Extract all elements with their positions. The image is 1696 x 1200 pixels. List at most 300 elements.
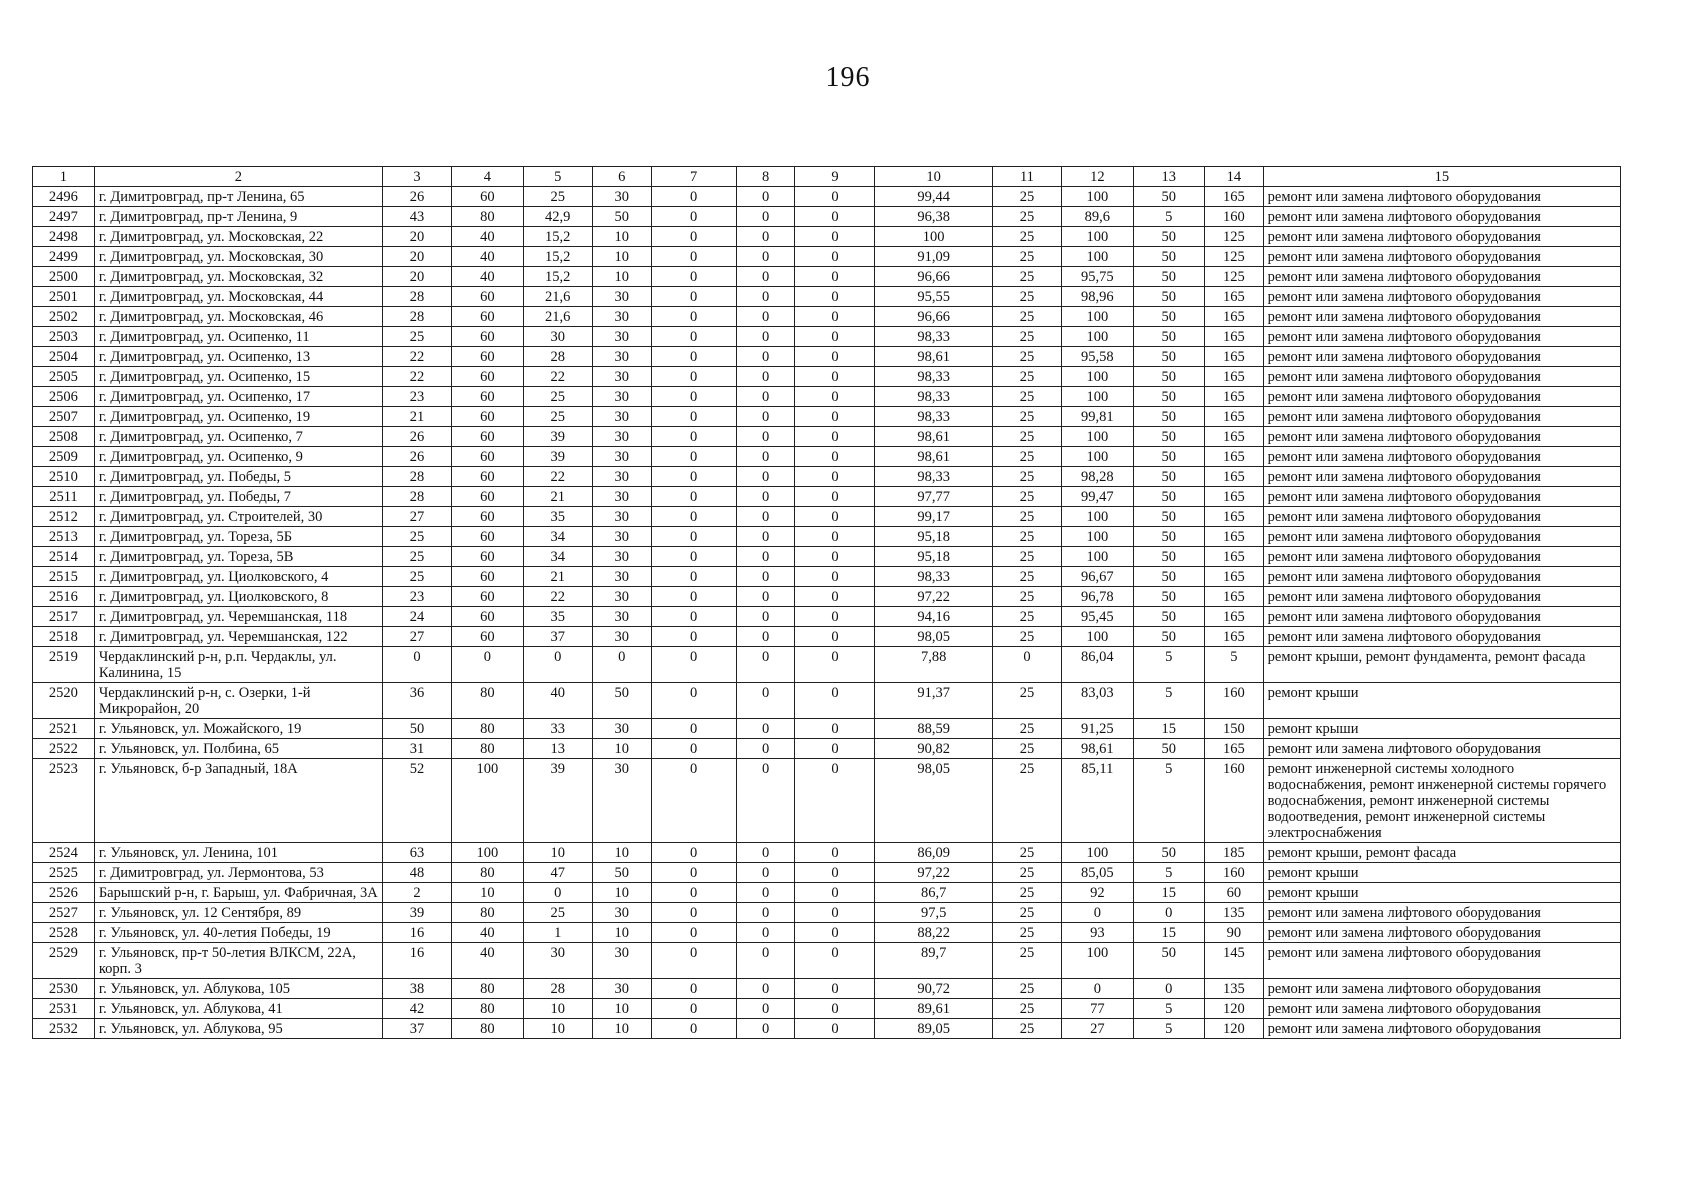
value-cell: 0 (651, 227, 736, 247)
value-cell: 0 (736, 627, 795, 647)
value-cell: 100 (1062, 227, 1133, 247)
address-cell: г. Димитровград, ул. Циолковского, 8 (94, 587, 382, 607)
value-cell: 25 (992, 487, 1061, 507)
value-cell: 98,28 (1062, 467, 1133, 487)
value-cell: 80 (452, 903, 523, 923)
value-cell: 100 (1062, 247, 1133, 267)
table-row (33, 247, 1621, 267)
value-cell: 25 (992, 387, 1061, 407)
value-cell: 60 (452, 347, 523, 367)
value-cell: 21,6 (523, 307, 592, 327)
value-cell: 35 (523, 607, 592, 627)
value-cell: 0 (736, 739, 795, 759)
value-cell: 28 (382, 487, 451, 507)
row-number-cell: 2525 (33, 863, 95, 883)
value-cell: 25 (992, 467, 1061, 487)
value-cell: 0 (795, 307, 875, 327)
value-cell: 0 (651, 607, 736, 627)
value-cell: 5 (1133, 647, 1204, 683)
value-cell: 21 (523, 567, 592, 587)
address-cell: Барышский р-н, г. Барыш, ул. Фабричная, 3А (94, 883, 382, 903)
value-cell: 25 (992, 547, 1061, 567)
value-cell: 24 (382, 607, 451, 627)
value-cell: 25 (523, 903, 592, 923)
address-cell: г. Димитровград, ул. Победы, 5 (94, 467, 382, 487)
value-cell: 165 (1205, 407, 1264, 427)
value-cell: 0 (795, 547, 875, 567)
value-cell: 99,47 (1062, 487, 1133, 507)
value-cell: 0 (651, 207, 736, 227)
table-row (33, 527, 1621, 547)
value-cell: 20 (382, 227, 451, 247)
value-cell: 0 (736, 307, 795, 327)
value-cell: 83,03 (1062, 683, 1133, 719)
address-cell: г. Димитровград, ул. Московская, 32 (94, 267, 382, 287)
table-row (33, 739, 1621, 759)
value-cell: 25 (992, 187, 1061, 207)
value-cell: 98,33 (875, 367, 992, 387)
table-row (33, 347, 1621, 367)
address-cell: г. Ульяновск, б-р Западный, 18А (94, 759, 382, 843)
address-cell: г. Ульяновск, ул. Аблукова, 41 (94, 999, 382, 1019)
value-cell: 100 (875, 227, 992, 247)
value-cell: 50 (1133, 487, 1204, 507)
value-cell: 0 (736, 247, 795, 267)
value-cell: 100 (1062, 447, 1133, 467)
value-cell: 0 (795, 247, 875, 267)
value-cell: 0 (736, 943, 795, 979)
value-cell: 0 (651, 1019, 736, 1039)
value-cell: 0 (651, 307, 736, 327)
value-cell: 0 (736, 647, 795, 683)
value-cell: 85,05 (1062, 863, 1133, 883)
value-cell: 39 (523, 447, 592, 467)
value-cell: 100 (452, 759, 523, 843)
value-cell: 90,72 (875, 979, 992, 999)
value-cell: 165 (1205, 487, 1264, 507)
row-number-cell: 2519 (33, 647, 95, 683)
value-cell: 25 (992, 759, 1061, 843)
value-cell: 10 (523, 999, 592, 1019)
value-cell: 0 (736, 447, 795, 467)
work-type-cell: ремонт или замена лифтового оборудования (1263, 327, 1620, 347)
value-cell: 60 (452, 327, 523, 347)
table-row (33, 999, 1621, 1019)
value-cell: 86,7 (875, 883, 992, 903)
value-cell: 31 (382, 739, 451, 759)
value-cell: 96,38 (875, 207, 992, 227)
value-cell: 25 (992, 287, 1061, 307)
value-cell: 50 (1133, 367, 1204, 387)
value-cell: 160 (1205, 207, 1264, 227)
address-cell: г. Ульяновск, ул. 40-летия Победы, 19 (94, 923, 382, 943)
value-cell: 30 (592, 187, 651, 207)
value-cell: 0 (736, 267, 795, 287)
value-cell: 100 (1062, 387, 1133, 407)
value-cell: 28 (382, 307, 451, 327)
value-cell: 100 (1062, 307, 1133, 327)
value-cell: 25 (992, 1019, 1061, 1039)
value-cell: 120 (1205, 999, 1264, 1019)
value-cell: 94,16 (875, 607, 992, 627)
table-row (33, 327, 1621, 347)
value-cell: 30 (592, 347, 651, 367)
value-cell: 25 (992, 587, 1061, 607)
value-cell: 60 (452, 527, 523, 547)
value-cell: 30 (592, 427, 651, 447)
address-cell: г. Димитровград, ул. Осипенко, 9 (94, 447, 382, 467)
value-cell: 10 (592, 247, 651, 267)
value-cell: 25 (992, 883, 1061, 903)
work-type-cell: ремонт или замена лифтового оборудования (1263, 507, 1620, 527)
value-cell: 165 (1205, 287, 1264, 307)
value-cell: 0 (651, 683, 736, 719)
value-cell: 0 (651, 943, 736, 979)
table-row (33, 507, 1621, 527)
value-cell: 95,18 (875, 527, 992, 547)
address-cell: г. Ульяновск, ул. Ленина, 101 (94, 843, 382, 863)
value-cell: 98,61 (875, 447, 992, 467)
value-cell: 0 (795, 759, 875, 843)
value-cell: 99,44 (875, 187, 992, 207)
table-row (33, 843, 1621, 863)
row-number-cell: 2522 (33, 739, 95, 759)
value-cell: 50 (1133, 447, 1204, 467)
work-type-cell: ремонт или замена лифтового оборудования (1263, 267, 1620, 287)
value-cell: 0 (651, 407, 736, 427)
value-cell: 25 (992, 327, 1061, 347)
value-cell: 98,33 (875, 467, 992, 487)
value-cell: 50 (1133, 507, 1204, 527)
value-cell: 0 (736, 427, 795, 447)
value-cell: 0 (795, 327, 875, 347)
value-cell: 60 (452, 487, 523, 507)
value-cell: 25 (992, 943, 1061, 979)
value-cell: 0 (795, 187, 875, 207)
value-cell: 50 (1133, 547, 1204, 567)
value-cell: 40 (452, 267, 523, 287)
row-number-cell: 2513 (33, 527, 95, 547)
value-cell: 25 (992, 307, 1061, 327)
value-cell: 25 (992, 247, 1061, 267)
value-cell: 30 (592, 407, 651, 427)
value-cell: 0 (736, 347, 795, 367)
value-cell: 0 (795, 863, 875, 883)
value-cell: 25 (992, 527, 1061, 547)
value-cell: 10 (592, 227, 651, 247)
table-row (33, 683, 1621, 719)
column-header: 7 (651, 167, 736, 187)
value-cell: 30 (592, 327, 651, 347)
value-cell: 98,05 (875, 759, 992, 843)
value-cell: 16 (382, 923, 451, 943)
table-row (33, 1019, 1621, 1039)
value-cell: 39 (523, 759, 592, 843)
value-cell: 30 (523, 327, 592, 347)
value-cell: 165 (1205, 467, 1264, 487)
value-cell: 0 (736, 607, 795, 627)
address-cell: г. Димитровград, ул. Осипенко, 13 (94, 347, 382, 367)
value-cell: 50 (1133, 347, 1204, 367)
value-cell: 0 (795, 387, 875, 407)
value-cell: 0 (736, 999, 795, 1019)
value-cell: 50 (1133, 943, 1204, 979)
value-cell: 80 (452, 1019, 523, 1039)
value-cell: 42,9 (523, 207, 592, 227)
value-cell: 50 (1133, 247, 1204, 267)
value-cell: 21 (523, 487, 592, 507)
value-cell: 10 (592, 843, 651, 863)
value-cell: 21,6 (523, 287, 592, 307)
value-cell: 98,33 (875, 567, 992, 587)
value-cell: 25 (382, 567, 451, 587)
value-cell: 135 (1205, 903, 1264, 923)
work-type-cell: ремонт или замена лифтового оборудования (1263, 427, 1620, 447)
value-cell: 125 (1205, 227, 1264, 247)
value-cell: 5 (1133, 999, 1204, 1019)
value-cell: 0 (795, 943, 875, 979)
value-cell: 0 (651, 883, 736, 903)
value-cell: 60 (452, 447, 523, 467)
value-cell: 60 (452, 467, 523, 487)
value-cell: 0 (795, 979, 875, 999)
table-row (33, 187, 1621, 207)
value-cell: 15 (1133, 883, 1204, 903)
value-cell: 10 (592, 883, 651, 903)
value-cell: 50 (1133, 387, 1204, 407)
value-cell: 7,88 (875, 647, 992, 683)
value-cell: 0 (736, 719, 795, 739)
column-header: 15 (1263, 167, 1620, 187)
row-number-cell: 2499 (33, 247, 95, 267)
value-cell: 30 (592, 979, 651, 999)
value-cell: 60 (452, 567, 523, 587)
value-cell: 0 (651, 843, 736, 863)
value-cell: 40 (452, 943, 523, 979)
value-cell: 135 (1205, 979, 1264, 999)
address-cell: г. Димитровград, ул. Осипенко, 17 (94, 387, 382, 407)
column-header: 10 (875, 167, 992, 187)
table-row (33, 487, 1621, 507)
value-cell: 165 (1205, 447, 1264, 467)
value-cell: 60 (452, 627, 523, 647)
value-cell: 0 (523, 647, 592, 683)
value-cell: 98,33 (875, 407, 992, 427)
value-cell: 30 (523, 943, 592, 979)
column-header: 6 (592, 167, 651, 187)
address-cell: г. Димитровград, ул. Лермонтова, 53 (94, 863, 382, 883)
value-cell: 0 (523, 883, 592, 903)
value-cell: 0 (452, 647, 523, 683)
value-cell: 0 (651, 427, 736, 447)
value-cell: 0 (795, 587, 875, 607)
work-type-cell: ремонт или замена лифтового оборудования (1263, 627, 1620, 647)
value-cell: 10 (592, 923, 651, 943)
value-cell: 22 (382, 347, 451, 367)
value-cell: 10 (592, 739, 651, 759)
value-cell: 10 (523, 1019, 592, 1039)
column-header: 13 (1133, 167, 1204, 187)
value-cell: 30 (592, 567, 651, 587)
value-cell: 5 (1133, 1019, 1204, 1039)
address-cell: г. Ульяновск, ул. Можайского, 19 (94, 719, 382, 739)
value-cell: 0 (795, 627, 875, 647)
value-cell: 0 (736, 527, 795, 547)
value-cell: 10 (592, 267, 651, 287)
value-cell: 100 (1062, 843, 1133, 863)
work-type-cell: ремонт или замена лифтового оборудования (1263, 547, 1620, 567)
table-row (33, 903, 1621, 923)
work-type-cell: ремонт или замена лифтового оборудования (1263, 587, 1620, 607)
value-cell: 22 (382, 367, 451, 387)
value-cell: 34 (523, 527, 592, 547)
work-type-cell: ремонт или замена лифтового оборудования (1263, 903, 1620, 923)
value-cell: 5 (1133, 863, 1204, 883)
value-cell: 40 (452, 247, 523, 267)
table-row (33, 447, 1621, 467)
value-cell: 63 (382, 843, 451, 863)
value-cell: 23 (382, 387, 451, 407)
column-header: 3 (382, 167, 451, 187)
table-row (33, 979, 1621, 999)
value-cell: 50 (1133, 607, 1204, 627)
value-cell: 100 (1062, 627, 1133, 647)
row-number-cell: 2516 (33, 587, 95, 607)
address-cell: г. Димитровград, ул. Победы, 7 (94, 487, 382, 507)
address-cell: г. Димитровград, ул. Циолковского, 4 (94, 567, 382, 587)
value-cell: 86,09 (875, 843, 992, 863)
work-type-cell: ремонт или замена лифтового оборудования (1263, 447, 1620, 467)
work-type-cell: ремонт крыши, ремонт фасада (1263, 843, 1620, 863)
value-cell: 50 (1133, 467, 1204, 487)
value-cell: 30 (592, 943, 651, 979)
value-cell: 86,04 (1062, 647, 1133, 683)
value-cell: 97,22 (875, 863, 992, 883)
value-cell: 60 (452, 547, 523, 567)
value-cell: 50 (1133, 627, 1204, 647)
value-cell: 21 (382, 407, 451, 427)
address-cell: г. Димитровград, ул. Тореза, 5В (94, 547, 382, 567)
page-number: 196 (825, 62, 871, 93)
value-cell: 165 (1205, 307, 1264, 327)
value-cell: 0 (651, 547, 736, 567)
value-cell: 80 (452, 683, 523, 719)
value-cell: 25 (992, 979, 1061, 999)
value-cell: 0 (1133, 903, 1204, 923)
work-type-cell: ремонт или замена лифтового оборудования (1263, 347, 1620, 367)
value-cell: 0 (795, 207, 875, 227)
value-cell: 0 (736, 487, 795, 507)
work-type-cell: ремонт крыши (1263, 719, 1620, 739)
address-cell: г. Димитровград, ул. Московская, 22 (94, 227, 382, 247)
value-cell: 30 (592, 547, 651, 567)
value-cell: 0 (651, 999, 736, 1019)
value-cell: 30 (592, 903, 651, 923)
value-cell: 2 (382, 883, 451, 903)
table-row (33, 719, 1621, 739)
value-cell: 48 (382, 863, 451, 883)
value-cell: 165 (1205, 327, 1264, 347)
table-row (33, 427, 1621, 447)
value-cell: 125 (1205, 267, 1264, 287)
value-cell: 5 (1133, 683, 1204, 719)
value-cell: 1 (523, 923, 592, 943)
value-cell: 88,59 (875, 719, 992, 739)
value-cell: 0 (795, 739, 875, 759)
value-cell: 85,11 (1062, 759, 1133, 843)
value-cell: 20 (382, 247, 451, 267)
value-cell: 25 (992, 903, 1061, 923)
row-number-cell: 2515 (33, 567, 95, 587)
value-cell: 0 (736, 883, 795, 903)
value-cell: 0 (651, 247, 736, 267)
value-cell: 0 (795, 287, 875, 307)
value-cell: 0 (651, 267, 736, 287)
value-cell: 10 (592, 999, 651, 1019)
value-cell: 0 (736, 327, 795, 347)
value-cell: 0 (736, 367, 795, 387)
value-cell: 16 (382, 943, 451, 979)
value-cell: 25 (382, 527, 451, 547)
value-cell: 0 (736, 287, 795, 307)
row-number-cell: 2497 (33, 207, 95, 227)
value-cell: 42 (382, 999, 451, 1019)
value-cell: 89,61 (875, 999, 992, 1019)
value-cell: 165 (1205, 567, 1264, 587)
value-cell: 25 (992, 427, 1061, 447)
row-number-cell: 2503 (33, 327, 95, 347)
value-cell: 0 (382, 647, 451, 683)
table-row (33, 387, 1621, 407)
value-cell: 25 (523, 187, 592, 207)
address-cell: г. Ульяновск, ул. Аблукова, 105 (94, 979, 382, 999)
value-cell: 33 (523, 719, 592, 739)
value-cell: 15,2 (523, 267, 592, 287)
row-number-cell: 2496 (33, 187, 95, 207)
row-number-cell: 2506 (33, 387, 95, 407)
value-cell: 80 (452, 999, 523, 1019)
value-cell: 39 (523, 427, 592, 447)
data-table (32, 166, 1621, 1039)
value-cell: 25 (992, 719, 1061, 739)
value-cell: 25 (992, 407, 1061, 427)
value-cell: 50 (1133, 587, 1204, 607)
row-number-cell: 2520 (33, 683, 95, 719)
value-cell: 97,77 (875, 487, 992, 507)
value-cell: 100 (1062, 427, 1133, 447)
value-cell: 100 (1062, 367, 1133, 387)
work-type-cell: ремонт или замена лифтового оборудования (1263, 467, 1620, 487)
value-cell: 0 (651, 507, 736, 527)
row-number-cell: 2518 (33, 627, 95, 647)
row-number-cell: 2500 (33, 267, 95, 287)
value-cell: 165 (1205, 527, 1264, 547)
value-cell: 80 (452, 207, 523, 227)
value-cell: 50 (1133, 427, 1204, 447)
value-cell: 0 (795, 447, 875, 467)
value-cell: 10 (523, 843, 592, 863)
value-cell: 22 (523, 367, 592, 387)
value-cell: 25 (992, 739, 1061, 759)
value-cell: 80 (452, 719, 523, 739)
value-cell: 100 (1062, 327, 1133, 347)
value-cell: 100 (452, 843, 523, 863)
value-cell: 0 (736, 683, 795, 719)
value-cell: 27 (382, 627, 451, 647)
work-type-cell: ремонт крыши (1263, 683, 1620, 719)
table-row (33, 367, 1621, 387)
value-cell: 0 (795, 467, 875, 487)
